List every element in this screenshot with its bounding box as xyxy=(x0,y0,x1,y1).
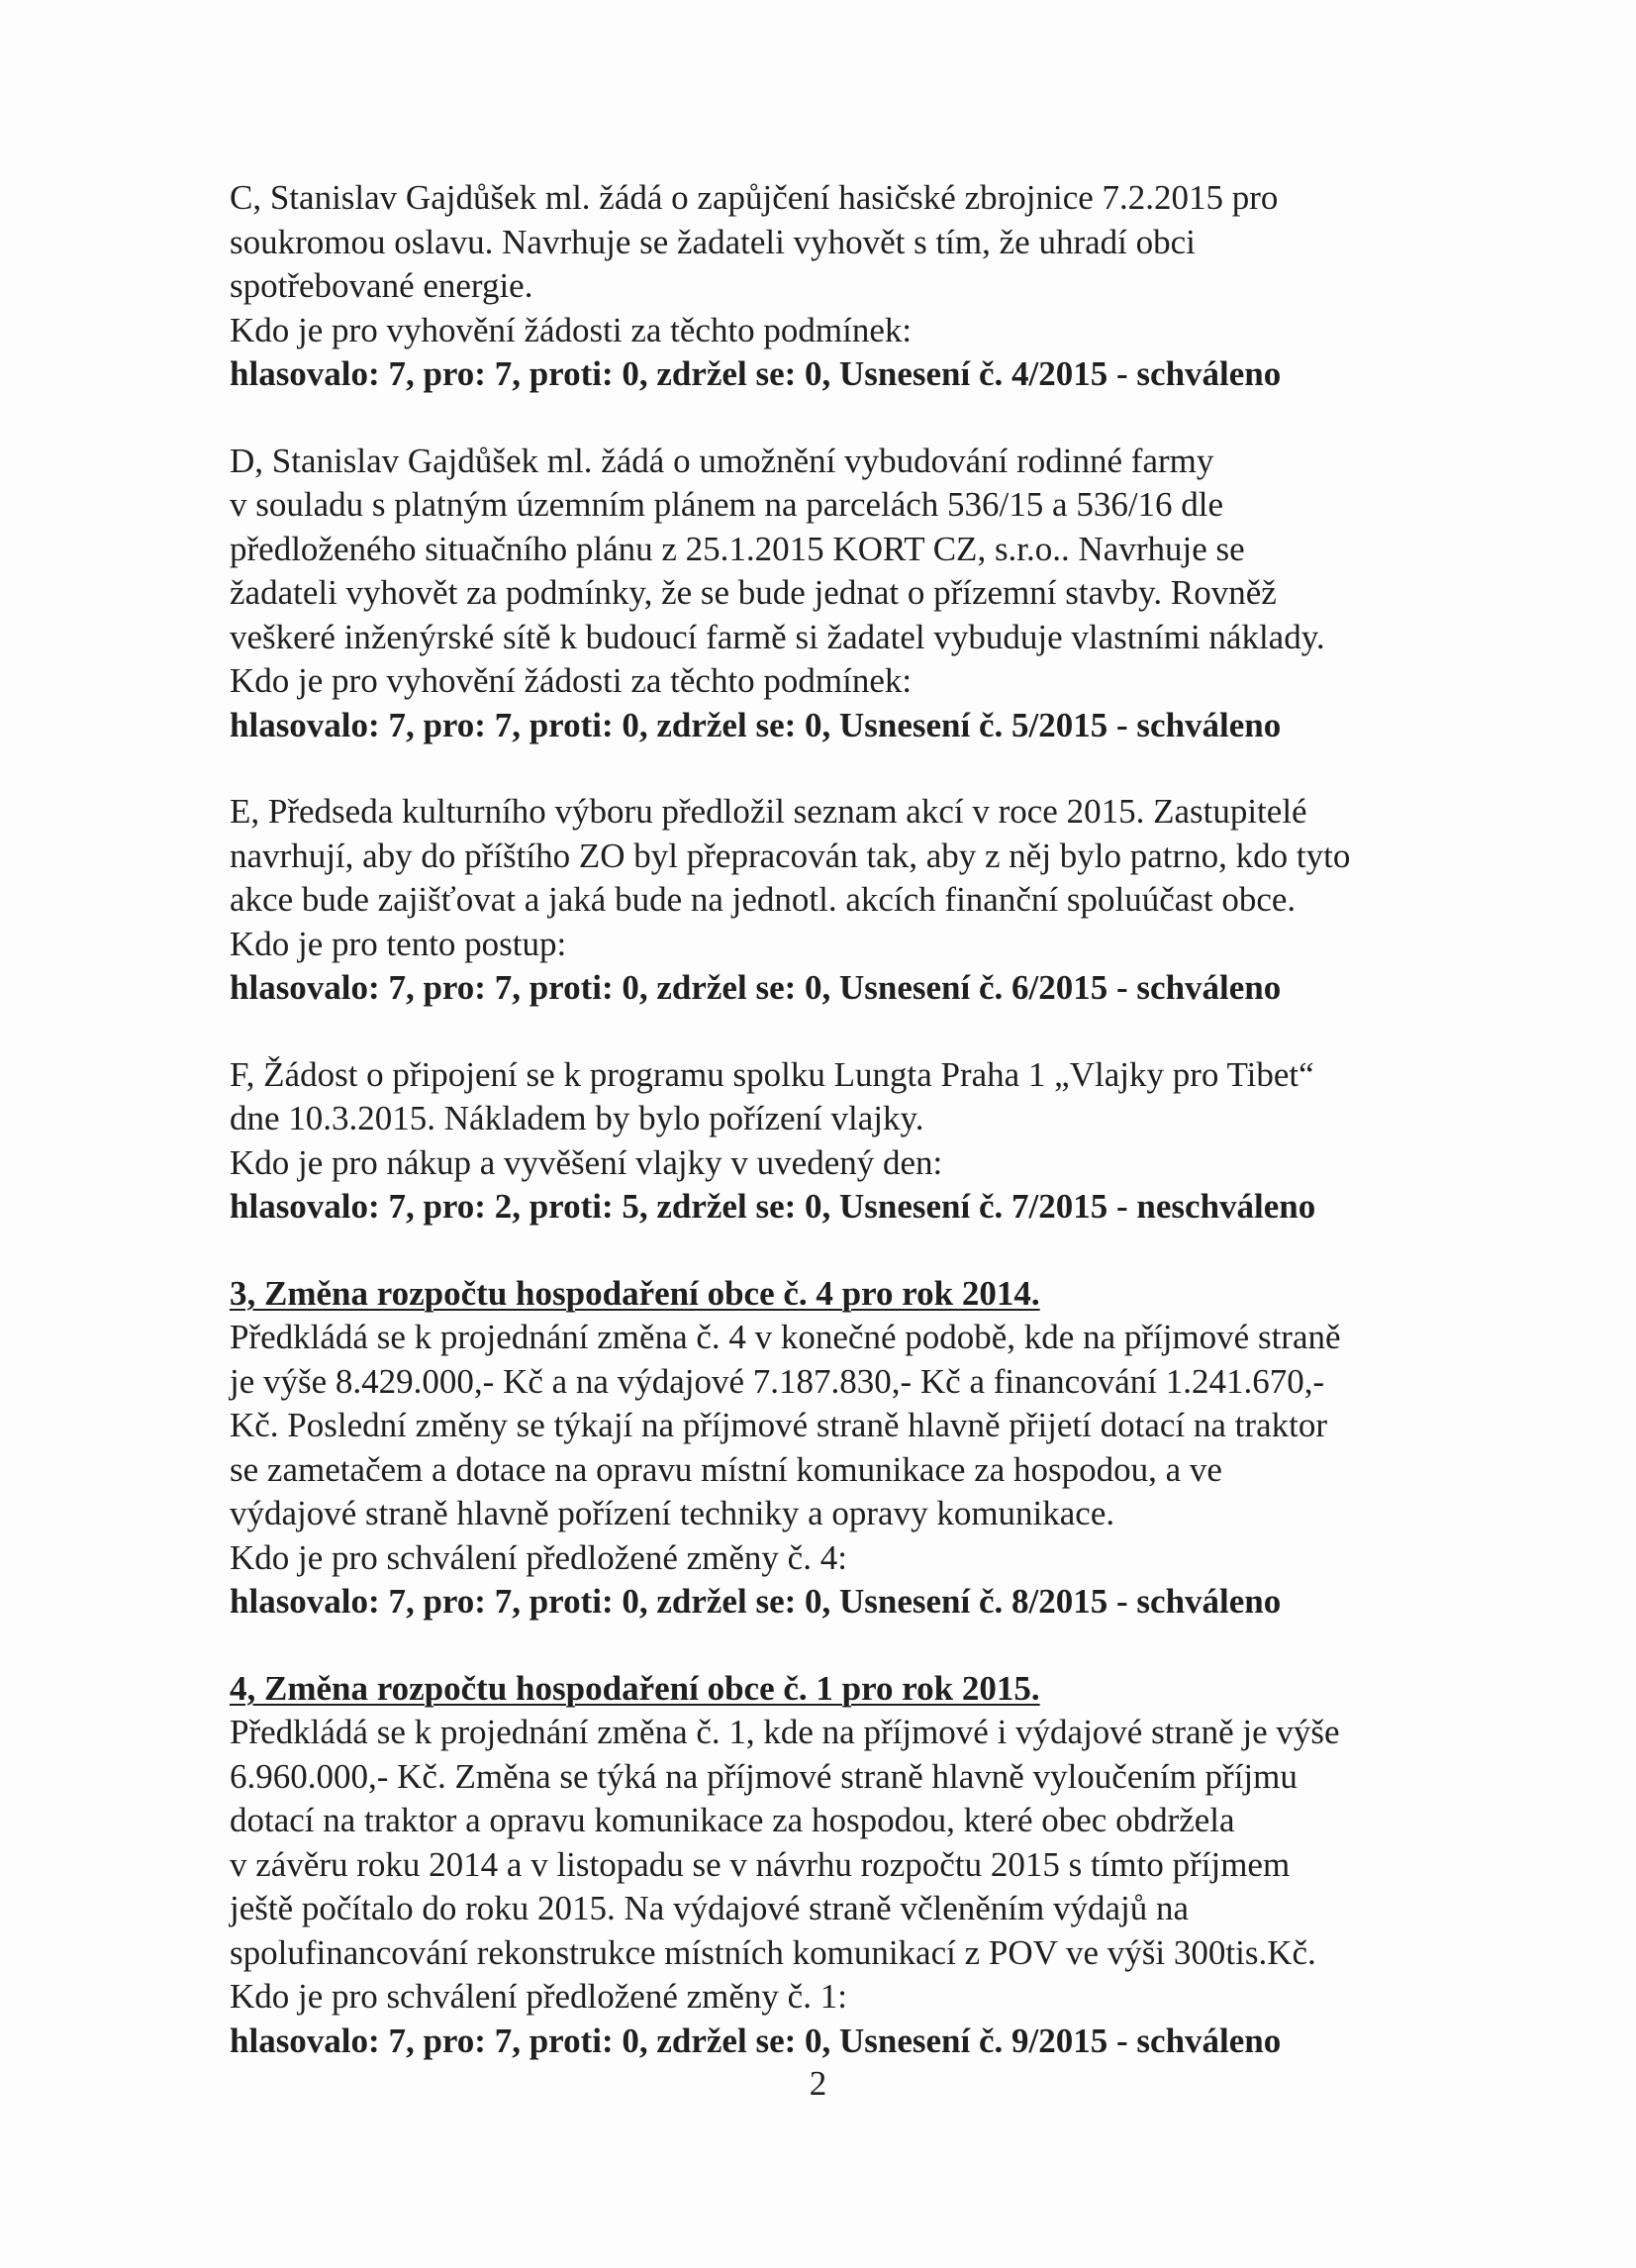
paragraph-line: C, Stanislav Gajdůšek ml. žádá o zapůjčení hasičské zbrojnice 7.2.2015 pro xyxy=(230,178,1279,217)
paragraph-line: dne 10.3.2015. Nákladem by bylo pořízení vlajky. xyxy=(230,1099,924,1137)
paragraph-line: Kdo je pro vyhovění žádosti za těchto podmínek: xyxy=(230,310,913,349)
section-c xyxy=(230,176,1467,397)
paragraph-line: D, Stanislav Gajdůšek ml. žádá o umožnění vybudování rodinné farmy xyxy=(230,441,1214,480)
paragraph-line: je výše 8.429.000,- Kč a na výdajové 7.187.830,- Kč a financování 1.241.670,- xyxy=(230,1361,1325,1401)
paragraph-line: spolufinancování rekonstrukce místních komunikací z POV ve výši 300tis.Kč. xyxy=(230,1932,1316,1972)
section-e xyxy=(230,790,1467,1011)
paragraph-line: žadateli vyhovět za podmínky, že se bude jednat o přízemní stavby. Rovněž xyxy=(230,573,1277,612)
paragraph-line: Kdo je pro schválení předložené změny č. 1: xyxy=(230,1977,847,2016)
vote-result: hlasovalo: 7, pro: 7, proti: 0, zdržel se: 0, Usnesení č. 5/2015 - schváleno xyxy=(230,705,1282,744)
vote-result: hlasovalo: 7, pro: 7, proti: 0, zdržel se: 0, Usnesení č. 4/2015 - schváleno xyxy=(230,354,1282,393)
paragraph-line: Předkládá se k projednání změna č. 1, kde na příjmové i výdajové straně je výše xyxy=(230,1713,1340,1751)
paragraph-line: akce bude zajišťovat a jaká bude na jednotl. akcích finanční spoluúčast obce. xyxy=(230,880,1297,919)
section-heading: 4, Změna rozpočtu hospodaření obce č. 1 pro rok 2015. xyxy=(230,1668,1040,1708)
paragraph-line: se zametačem a dotace na opravu místní komunikace za hospodou, a ve xyxy=(230,1449,1222,1489)
paragraph-line: F, Žádost o připojení se k programu spolku Lungta Praha 1 „Vlajky pro Tibet“ xyxy=(230,1054,1314,1094)
paragraph-line: v souladu s platným územním plánem na parcelách 536/15 a 536/16 dle xyxy=(230,485,1224,524)
section-f xyxy=(230,1053,1467,1230)
paragraph-line: Kč. Poslední změny se týkají na příjmové straně hlavně přijetí dotací na traktor xyxy=(230,1406,1327,1444)
paragraph-line: předloženého situačního plánu z 25.1.2015 KORT CZ, s.r.o.. Navrhuje se xyxy=(230,529,1245,568)
paragraph-line: soukromou oslavu. Navrhuje se žadateli vyhovět s tím, že uhradí obci xyxy=(230,222,1196,261)
section-heading: 3, Změna rozpočtu hospodaření obce č. 4 pro rok 2014. xyxy=(230,1273,1040,1313)
vote-result: hlasovalo: 7, pro: 7, proti: 0, zdržel se: 0, Usnesení č. 8/2015 - schváleno xyxy=(230,1582,1282,1621)
paragraph-line: ještě počítalo do roku 2015. Na výdajové straně včleněním výdajů na xyxy=(230,1889,1190,1927)
paragraph-line: Kdo je pro nákup a vyvěšení vlajky v uvedený den: xyxy=(230,1142,943,1182)
paragraph-line: Předkládá se k projednání změna č. 4 v konečné podobě, kde na příjmové straně xyxy=(230,1318,1341,1356)
paragraph-line: Kdo je pro vyhovění žádosti za těchto podmínek: xyxy=(230,661,913,700)
paragraph-line: veškeré inženýrské sítě k budoucí farmě si žadatel vybuduje vlastními náklady. xyxy=(230,617,1325,656)
paragraph-line: E, Předseda kulturního výboru předložil seznam akcí v roce 2015. Zastupitelé xyxy=(230,792,1307,831)
vote-result: hlasovalo: 7, pro: 7, proti: 0, zdržel se: 0, Usnesení č. 9/2015 - schváleno xyxy=(230,2021,1282,2060)
page-number: 2 xyxy=(809,2064,827,2103)
section-3-budget-change-2014 xyxy=(230,1272,1467,1625)
paragraph-line: výdajové straně hlavně pořízení techniky a opravy komunikace. xyxy=(230,1494,1115,1532)
paragraph-line: dotací na traktor a opravu komunikace za hospodou, které obec obdržela xyxy=(230,1801,1235,1839)
paragraph-line: 6.960.000,- Kč. Změna se týká na příjmové straně hlavně vyloučením příjmu xyxy=(230,1756,1298,1796)
paragraph-line: spotřebované energie. xyxy=(230,266,533,305)
section-4-budget-change-2015 xyxy=(230,1667,1467,2064)
section-d xyxy=(230,440,1467,748)
vote-result: hlasovalo: 7, pro: 7, proti: 0, zdržel se: 0, Usnesení č. 6/2015 - schváleno xyxy=(230,968,1282,1007)
paragraph-line: Kdo je pro tento postup: xyxy=(230,924,567,963)
vote-result: hlasovalo: 7, pro: 2, proti: 5, zdržel se: 0, Usnesení č. 7/2015 - neschváleno xyxy=(230,1187,1316,1226)
document-body xyxy=(230,176,1467,2063)
paragraph-line: navrhují, aby do příštího ZO byl přepracován tak, aby z něj bylo patrno, kdo tyto xyxy=(230,836,1351,875)
paragraph-line: Kdo je pro schválení předložené změny č. 4: xyxy=(230,1537,847,1577)
paragraph-line: v závěru roku 2014 a v listopadu se v návrhu rozpočtu 2015 s tímto příjmem xyxy=(230,1844,1291,1884)
